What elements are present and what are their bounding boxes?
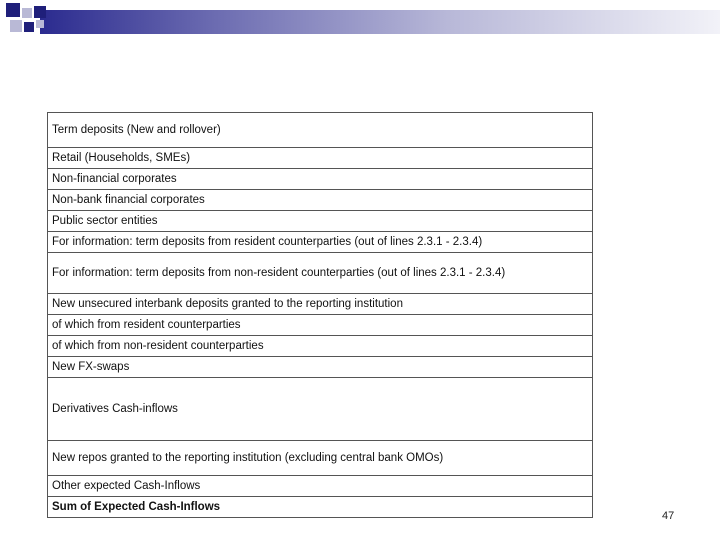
row-label: Derivatives Cash-inflows (48, 378, 592, 441)
table-row (48, 232, 592, 253)
row-label: For information: term deposits from resident counterparties (out of lines 2.3.1 - 2.3.4) (48, 232, 592, 253)
row-label: of which from resident counterparties (48, 315, 592, 336)
row-label: For information: term deposits from non-resident counterparties (out of lines 2.3.1 - 2.3.4) (48, 253, 592, 294)
row-label: Retail (Households, SMEs) (48, 148, 592, 169)
table-row (48, 190, 592, 211)
row-label: Non-financial corporates (48, 169, 592, 190)
row-label: Term deposits (New and rollover) (52, 124, 221, 136)
table-row (48, 357, 592, 378)
table-row (48, 253, 592, 294)
decor-square (22, 8, 32, 18)
row-label: New FX-swaps (48, 357, 592, 378)
cash-inflows-table (48, 113, 592, 517)
table-row (48, 148, 592, 169)
row-label: Sum of Expected Cash-Inflows (48, 497, 592, 518)
page-number: 47 (662, 510, 675, 522)
decor-square (34, 6, 46, 18)
table-row (48, 476, 592, 497)
decor-square (36, 20, 44, 28)
row-label: Non-bank financial corporates (48, 190, 592, 211)
cash-inflows-table-frame (47, 112, 593, 518)
table-row (48, 336, 592, 357)
table-row (48, 169, 592, 190)
table-row (48, 294, 592, 315)
table-row (48, 315, 592, 336)
decorative-header-band (0, 0, 720, 40)
row-label: Public sector entities (48, 211, 592, 232)
row-label: New unsecured interbank deposits granted to the reporting institution (48, 294, 592, 315)
table-row (48, 378, 592, 441)
table-row (48, 211, 592, 232)
table-row (48, 441, 592, 476)
decor-square (10, 20, 22, 32)
table-row (48, 113, 592, 148)
row-label: Other expected Cash-Inflows (48, 476, 592, 497)
decor-square (6, 3, 20, 17)
row-label: New repos granted to the reporting institution (excluding central bank OMOs) (48, 441, 592, 476)
table-row (48, 497, 592, 518)
decor-square (24, 22, 34, 32)
row-label: of which from non-resident counterparties (48, 336, 592, 357)
header-gradient-bar (40, 10, 720, 34)
